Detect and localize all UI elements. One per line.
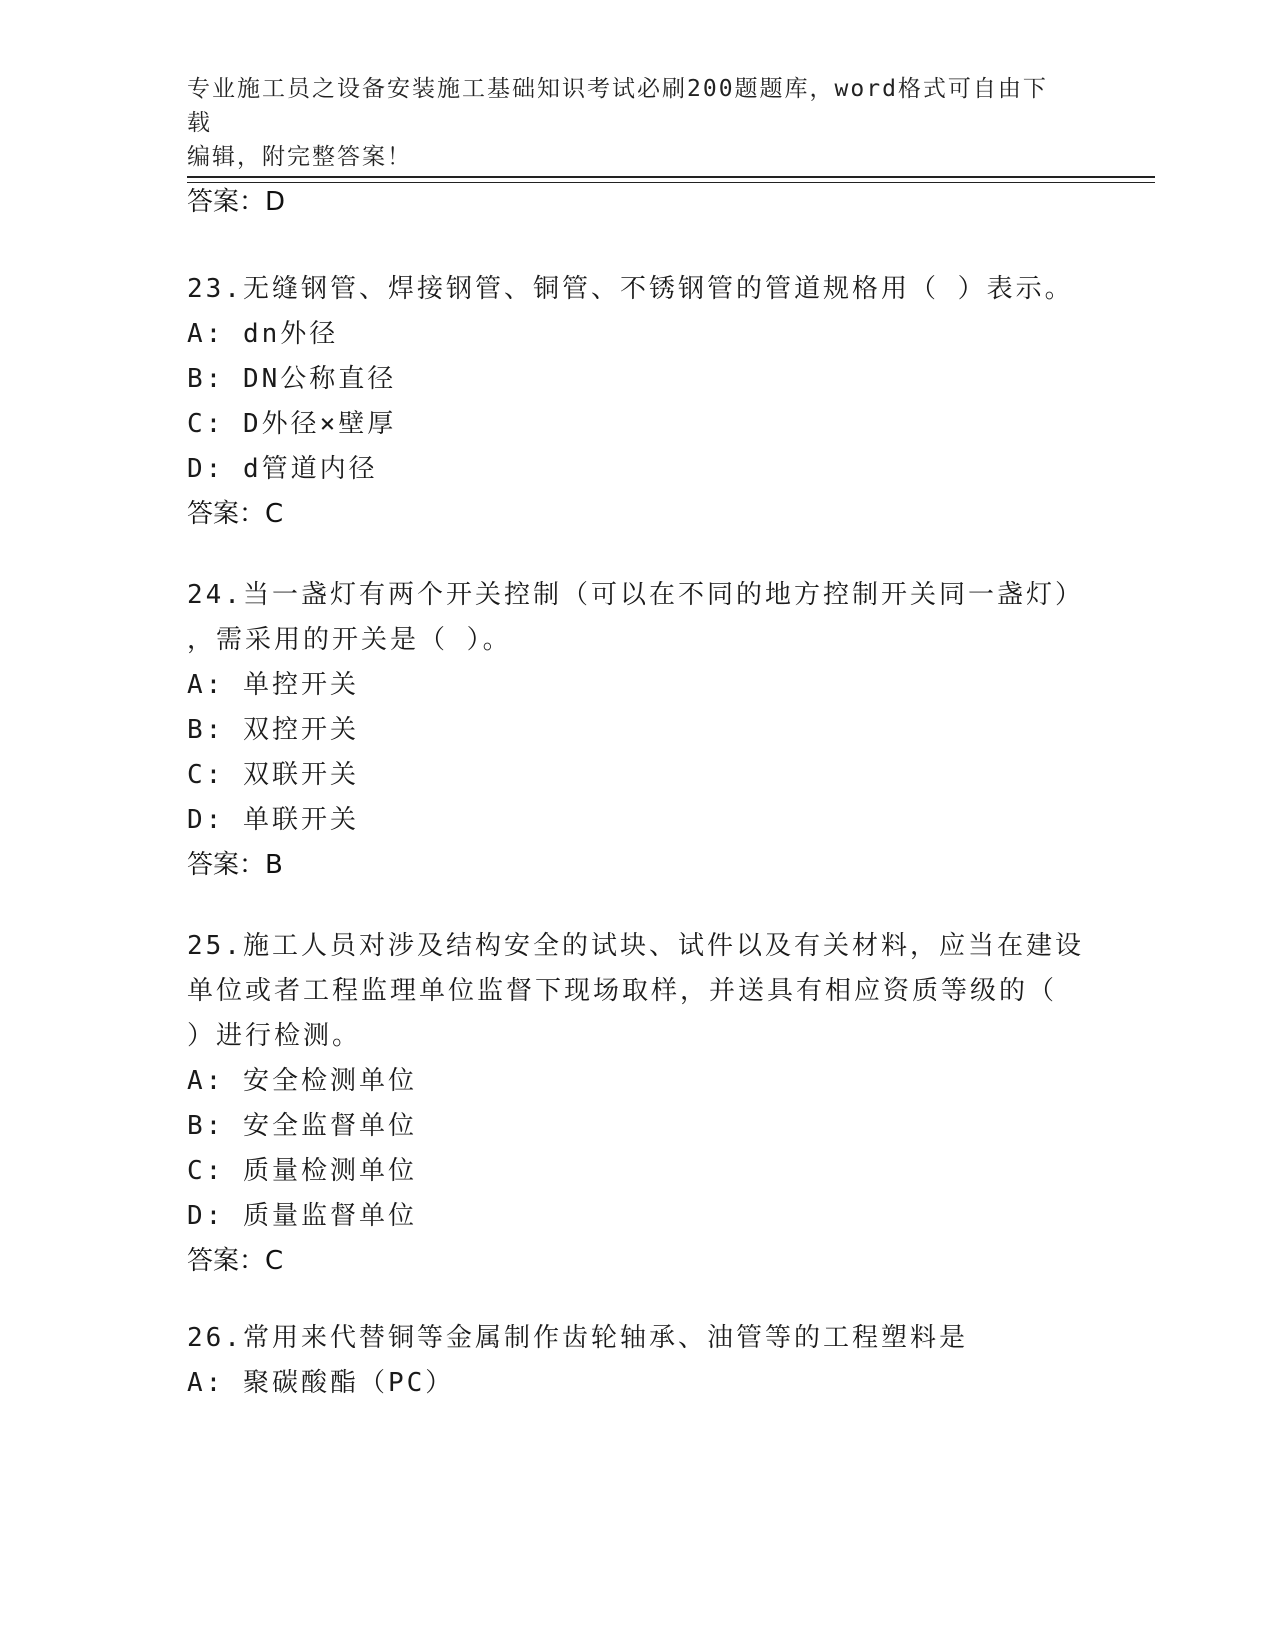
answer: 答案：C — [187, 1246, 284, 1276]
question-text-line-2: ，需采用的开关是（ ）。 — [187, 625, 512, 655]
header-rule-thick — [187, 176, 1155, 178]
option-d: D: 质量监督单位 — [187, 1201, 417, 1231]
page-header — [187, 72, 1067, 174]
option-b: B: 双控开关 — [187, 715, 359, 745]
question-text-line-2: 单位或者工程监理单位监督下现场取样，并送具有相应资质等级的（ — [187, 976, 1058, 1006]
question-text: 26.常用来代替铜等金属制作齿轮轴承、油管等的工程塑料是 — [187, 1323, 968, 1353]
option-b: B: 安全监督单位 — [187, 1111, 417, 1141]
question-text-line-1: 25.施工人员对涉及结构安全的试块、试件以及有关材料，应当在建设 — [187, 931, 1084, 961]
option-a: A: 单控开关 — [187, 670, 359, 700]
option-c: C: D外径×壁厚 — [187, 409, 397, 439]
header-line-2: 编辑，附完整答案！ — [187, 144, 412, 170]
answer-previous: 答案：D — [187, 187, 286, 217]
option-d: D: d管道内径 — [187, 454, 378, 484]
question-26 — [187, 1316, 1087, 1406]
question-text: 23.无缝钢管、焊接钢管、铜管、不锈钢管的管道规格用（ ）表示。 — [187, 274, 1074, 304]
answer: 答案：B — [187, 850, 283, 880]
header-line-1: 专业施工员之设备安装施工基础知识考试必刷200题题库，word格式可自由下载 — [187, 76, 1048, 136]
option-a: A: 聚碳酸酯（PC） — [187, 1368, 455, 1398]
option-b: B: DN公称直径 — [187, 364, 397, 394]
option-c: C: 双联开关 — [187, 760, 359, 790]
option-d: D: 单联开关 — [187, 805, 359, 835]
question-23 — [187, 267, 1087, 537]
question-text-line-3: ）进行检测。 — [187, 1021, 362, 1051]
option-a: A: 安全检测单位 — [187, 1066, 417, 1096]
answer: 答案：C — [187, 499, 284, 529]
question-24 — [187, 573, 1087, 888]
question-text-line-1: 24.当一盏灯有两个开关控制（可以在不同的地方控制开关同一盏灯） — [187, 580, 1084, 610]
option-a: A: dn外径 — [187, 319, 339, 349]
question-25 — [187, 924, 1087, 1284]
option-c: C: 质量检测单位 — [187, 1156, 417, 1186]
